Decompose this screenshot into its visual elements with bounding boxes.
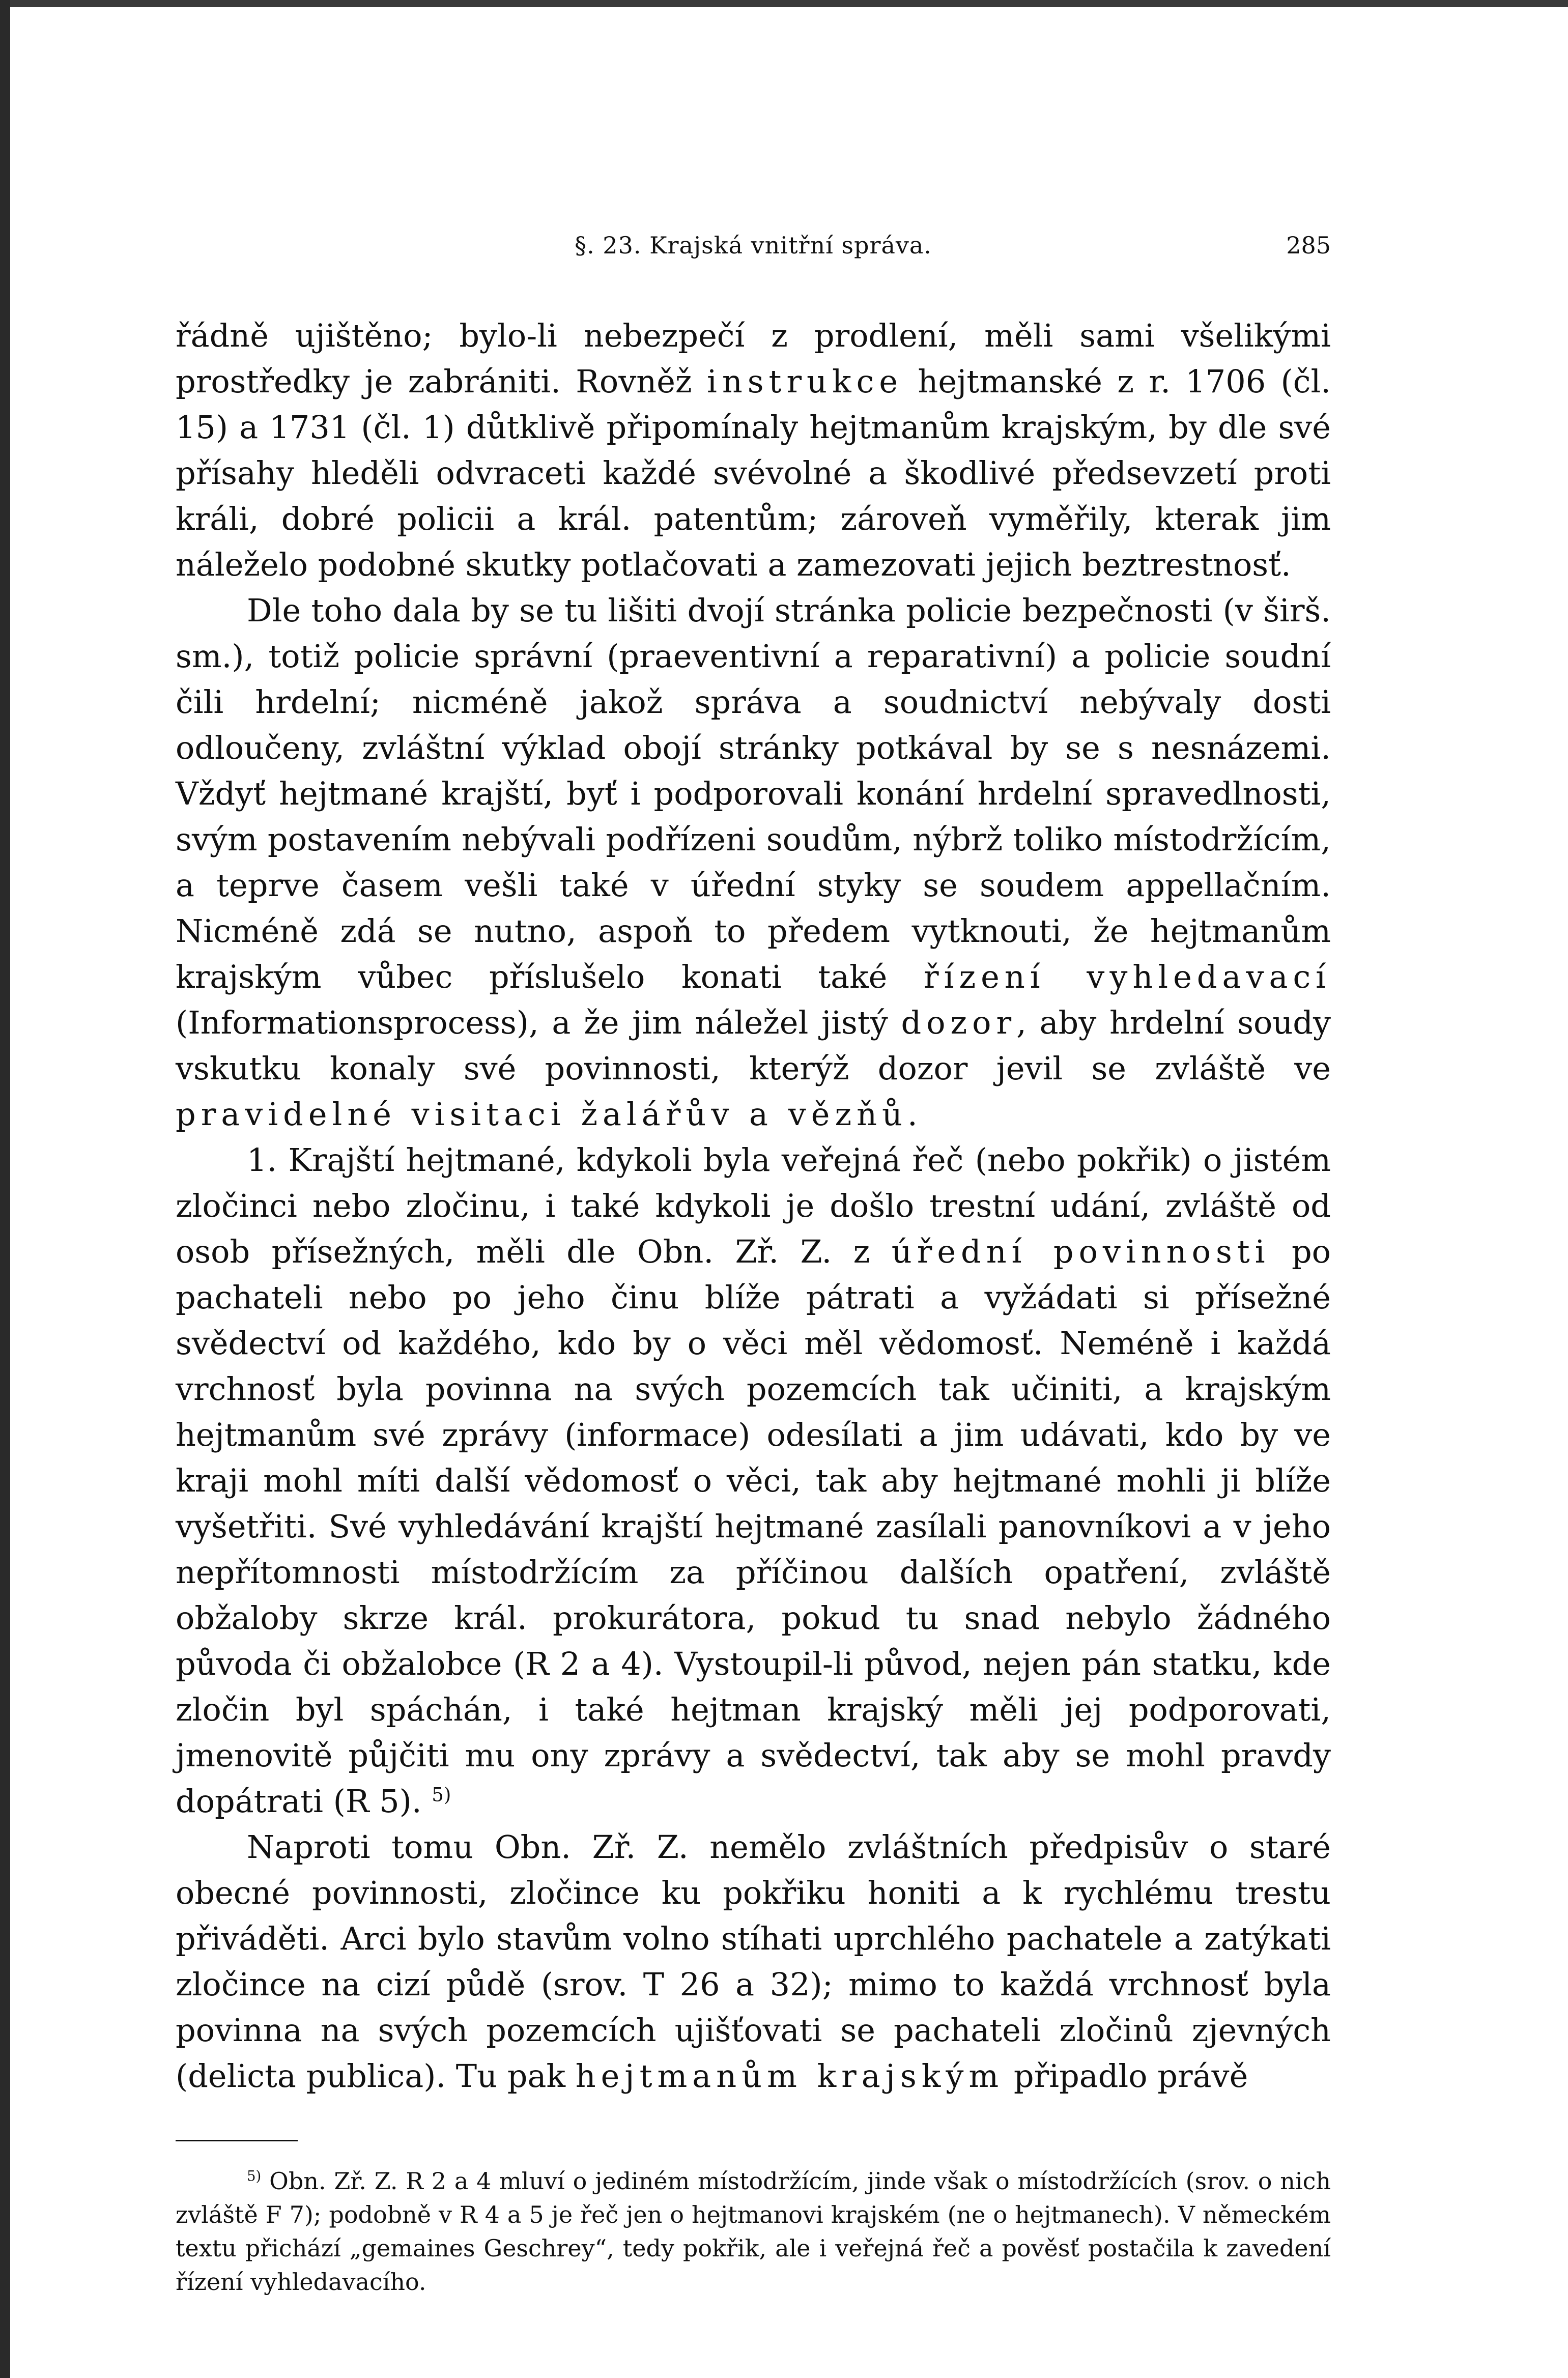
scan-left-border bbox=[0, 0, 10, 2378]
paragraph bbox=[176, 313, 1331, 588]
running-header bbox=[176, 232, 1331, 267]
main-text bbox=[176, 313, 1331, 2099]
book-page bbox=[176, 232, 1331, 2299]
spaced-emphasis: dozor bbox=[901, 1004, 1017, 1041]
spaced-emphasis: úřední povinnosti bbox=[891, 1233, 1270, 1270]
spaced-emphasis: řízení vyhledavací bbox=[924, 958, 1331, 995]
running-title: §. 23. Krajská vnitřní správa. bbox=[575, 232, 932, 259]
text-run: Dle toho dala by se tu lišiti dvojí stránka policie bezpečnosti (v širš. sm.), totiž policie správní (praeventivní a reparativní) a policie soudní čili hrdelní; nicméně jakož správa a soudnictví nebývaly dosti odloučeny, zvláštní výklad obojí stránky potkával by se s nesnázemi. Vždyť hejtmané krajští, byť i podporovali konání hrdelní spravedlnosti, svým postavením nebývali podřízeni soudům, nýbrž toliko místodržícím, a teprve časem vešli také v úřední styky se soudem appellačním. Nicméně zdá se nutno, aspoň to předem vytknouti, že hejtmanům krajským vůbec příslušelo konati také bbox=[176, 592, 1331, 995]
text-run: , aby hrdelní soudy vskutku konaly své povinnosti, kterýž dozor jevil se zvláště ve bbox=[176, 1004, 1331, 1087]
footnote-marker: 5) bbox=[247, 2167, 262, 2185]
text-run: . bbox=[907, 1096, 918, 1133]
text-run: 1. Krajští hejtmané, kdykoli byla veřejná řeč (nebo pokřik) o jistém zločinci nebo zločinu, i také kdykoli je došlo trestní udání, zvláště od osob přísežných, měli dle Obn. Zř. Z. z bbox=[176, 1141, 1331, 1270]
scan-top-border bbox=[0, 0, 1568, 7]
text-run: Naproti tomu Obn. Zř. Z. nemělo zvláštních předpisův o staré obecné povinnosti, zločince ku pokřiku honiti a k rychlému trestu přiváděti. Arci bylo stavům volno stíhati uprchlého pachatele a zatýkati zločince na cizí půdě (srov. T 26 a 32); mimo to každá vrchnosť byla povinna na svých pozemcích ujišťovati se pachateli zločinů zjevných (delicta publica). Tu pak bbox=[176, 1828, 1331, 2095]
text-run: (Informationsprocess), a že jim náležel jistý bbox=[176, 1004, 901, 1041]
spaced-emphasis: instrukce bbox=[706, 363, 903, 400]
text-run: připadlo právě bbox=[1004, 2057, 1248, 2095]
footnote-reference: 5) bbox=[432, 1783, 451, 1806]
footnote-separator bbox=[176, 2140, 298, 2141]
spaced-emphasis: hejtmanům krajským bbox=[575, 2057, 1004, 2095]
page-number: 285 bbox=[1286, 232, 1331, 259]
paragraph bbox=[176, 1824, 1331, 2099]
text-run: řádně ujištěno; bylo-li nebezpečí z prodlení, měli sami všelikými prostředky je zabrániti. Rovněž bbox=[176, 317, 1331, 400]
spaced-emphasis: pravidelné visitaci žalářův a vězňů bbox=[176, 1096, 907, 1133]
footnote bbox=[176, 2164, 1331, 2299]
footnote-text: Obn. Zř. Z. R 2 a 4 mluví o jediném místodržícím, jinde však o místodržících (srov. o nich zvláště F 7); podobně v R 4 a 5 je řeč jen o hejtmanovi krajském (ne o hejtmanech). V německém textu přichází „gemaines Geschrey“, tedy pokřik, ale i veřejná řeč a pověsť postačila k zavedení řízení vyhledavacího. bbox=[176, 2167, 1331, 2296]
paragraph bbox=[176, 588, 1331, 1137]
footnotes bbox=[176, 2164, 1331, 2299]
paragraph bbox=[176, 1137, 1331, 1824]
text-run: hejtmanské z r. 1706 (čl. 15) a 1731 (čl. 1) důtklivě připomínaly hejtmanům krajským, by dle své přísahy hleděli odvraceti každé svévolné a škodlivé předsevzetí proti králi, dobré policii a král. patentům; zároveň vyměřily, kterak jim náleželo podobné skutky potlačovati a zamezovati jejich beztrestnosť. bbox=[176, 363, 1331, 583]
text-run: po pachateli nebo po jeho činu blíže pátrati a vyžádati si přísežné svědectví od každého, kdo by o věci měl vědomosť. Neméně i každá vrchnosť byla povinna na svých pozemcích tak učiniti, a krajským hejtmanům své zprávy (informace) odesílati a jim udávati, kdo by ve kraji mohl míti další vědomosť o věci, tak aby hejtmané mohli ji blíže vyšetřiti. Své vyhledávání krajští hejtmané zasílali panovníkovi a v jeho nepřítomnosti místodržícím za příčinou dalších opatření, zvláště obžaloby skrze král. prokurátora, pokud tu snad nebylo žádného původa či obžalobce (R 2 a 4). Vystoupil-li původ, nejen pán statku, kde zločin byl spáchán, i také hejtman krajský měli jej podporovati, jmenovitě půjčiti mu ony zprávy a svědectví, tak aby se mohl pravdy dopátrati (R 5). bbox=[176, 1233, 1331, 1820]
